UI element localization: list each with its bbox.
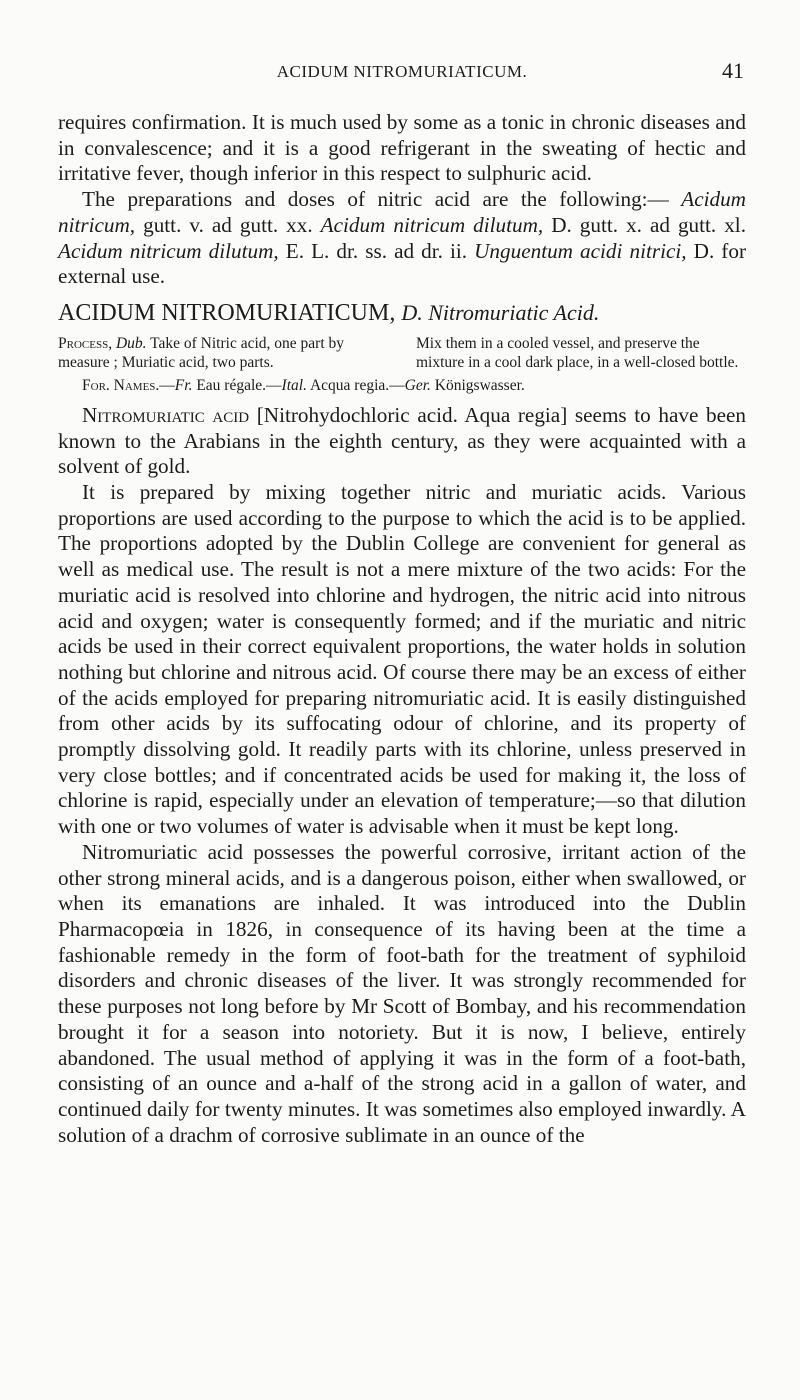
running-title: ACIDUM NITROMURIATICUM. [276,62,528,81]
preparation-name: Acidum nitricum dilutum, [320,212,544,237]
names-dash: — [159,376,175,394]
preparation-name: Acidum nitricum, [58,187,746,237]
preparation-dose: E. L. dr. ss. ad dr. ii. [278,238,475,263]
preparations-paragraph [58,187,746,290]
process-left [58,334,388,372]
body-lead-smallcaps: Nitromuriatic acid [82,402,250,427]
preparation-dose: D. for external use. [58,238,747,289]
process-label: Process, [58,334,116,352]
body-paragraph: It is prepared by mixing together nitric and muriatic acids. Various proportions are used according to the purpose to which the acid is to be applied. The proportions adopted by the Dublin College are convenient for general as well as medical use. The result is not a mere mixture of the two acids: For the muriatic acid is resolved into chlorine and hydrogen, the nitric acid into nitrous acid and oxygen; water is consequently formed; and if the muriatic and nitric acids be used in their correct equivalent proportions, the water holds in solution nothing but chlorine and nitrous acid. Of course there may be an excess of either of the acids employed for preparing nitromuriatic acid. It is easily distinguished from other acids by its suffocating odour of chlorine, and its property of promptly dissolving gold. It readily parts with its chlorine, unless preserved in very close bottles; and if concentrated acids be used for making it, the loss of chlorine is rapid, especially under an elevation of temperature;—so that dilution with one or two volumes of water is advisable when it must be kept long. [58,480,746,839]
foreign-names [58,376,746,395]
body-paragraph: Nitromuriatic acid possesses the powerful corrosive, irritant action of the other strong mineral acids, and is a dangerous poison, either when swallowed, or when its emanations are inhaled. It was introduced into the Dublin Pharmacopœia in 1826, in consequence of its having been at the time a fashionable remedy in the form of foot-bath for the treatment of syphiloid disorders and chronic diseases of the liver. It was strongly recommended for these purposes not long before by Mr Scott of Bombay, and his recommendation brought it for a season into notoriety. But it is now, I believe, entirely abandoned. The usual method of applying it was in the form of a foot-bath, consisting of an ounce and a-half of the strong acid in a gallon of water, and continued daily for twenty minutes. It was sometimes also employed inwardly. A solution of a drachm of corrosive sublimate in an ounce of the [58,839,746,1147]
heading-main: ACIDUM NITROMURIATICUM, [58,299,402,326]
process-block [58,334,746,372]
body-paragraph [58,403,746,480]
process-right: Mix them in a cooled vessel, and preserve the mixture in a cool dark place, in a well-closed bottle. [416,334,739,371]
process-ingredients: Take of Nitric acid, one part by measure ; Muriatic acid, two parts. [58,334,345,371]
preparation-name: Acidum nitricum dilutum, [58,238,279,263]
names-fr: Fr. [174,376,193,394]
preparation-name: Unguentum acidi nitrici, [474,238,687,263]
preparation-dose: gutt. v. ad gutt. xx. [135,212,321,237]
names-ital: Ital. [281,376,307,394]
names-ital-value: Acqua regia.— [306,376,405,394]
intro-paragraph: requires confirmation. It is much used by some as a tonic in chronic diseases and in convalescence; and it is a good refrigerant in the sweating of hectic and irritative fever, though inferior in this respect to sulphuric acid. [58,110,746,186]
names-ger-value: Königswasser. [430,376,525,394]
preparation-dose: D. gutt. x. ad gutt. xl. [543,212,746,237]
running-head [60,58,744,88]
section-heading [58,298,746,328]
names-fr-value: Eau régale.— [192,376,282,394]
names-ger: Ger. [404,376,431,394]
heading-subtitle: Nitromuriatic Acid. [422,299,600,325]
body-text [58,110,746,1148]
preparations-lead: The preparations and doses of nitric acid are the following:— [82,187,682,212]
heading-dub: D. [401,299,423,325]
names-label: For. Names. [82,376,160,394]
body-lead-rest: [Nitrohydochloric acid. Aqua regia] seems to have been known to the Arabians in the eighth century, as they were acquainted with a solvent of gold. [58,402,747,479]
process-dub: Dub. [115,334,147,352]
page-number: 41 [722,58,744,83]
